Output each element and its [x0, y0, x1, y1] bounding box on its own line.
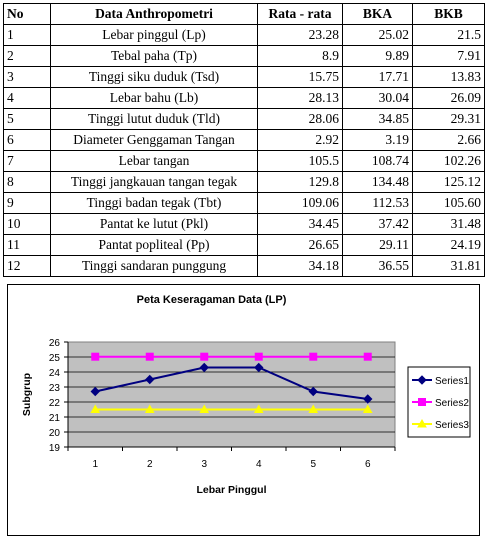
row-rata-rata: 34.45 [258, 214, 343, 235]
legend-label-series1: Series1 [435, 376, 469, 387]
row-bka: 112.53 [343, 193, 413, 214]
row-rata-rata: 105.5 [258, 151, 343, 172]
header-no: No [4, 4, 51, 25]
row-bka: 37.42 [343, 214, 413, 235]
row-bkb: 21.5 [413, 25, 485, 46]
y-tick-label: 26 [48, 338, 60, 349]
row-rata-rata: 28.13 [258, 88, 343, 109]
row-rata-rata: 8.9 [258, 46, 343, 67]
row-no: 9 [4, 193, 51, 214]
row-name: Tinggi sandaran punggung [51, 256, 258, 277]
row-bkb: 2.66 [413, 130, 485, 151]
row-bkb: 7.91 [413, 46, 485, 67]
table-row [4, 151, 485, 172]
row-bka: 17.71 [343, 67, 413, 88]
table-row [4, 67, 485, 88]
x-tick-label: 3 [201, 459, 208, 470]
row-rata-rata: 28.06 [258, 109, 343, 130]
row-bka: 134.48 [343, 172, 413, 193]
row-name: Lebar tangan [51, 151, 258, 172]
row-name: Tinggi siku duduk (Tsd) [51, 67, 258, 88]
row-rata-rata: 2.92 [258, 130, 343, 151]
row-name: Tinggi jangkauan tangan tegak [51, 172, 258, 193]
row-no: 6 [4, 130, 51, 151]
row-name: Pantat popliteal (Pp) [51, 235, 258, 256]
row-bkb: 102.26 [413, 151, 485, 172]
y-tick-label: 21 [48, 413, 60, 424]
table-row [4, 172, 485, 193]
data-point-series2 [255, 353, 262, 360]
row-rata-rata: 34.18 [258, 256, 343, 277]
row-no: 8 [4, 172, 51, 193]
row-name: Diameter Genggaman Tangan [51, 130, 258, 151]
row-bka: 108.74 [343, 151, 413, 172]
y-tick-label: 23 [48, 383, 60, 394]
x-axis-title: Lebar Pinggul [196, 484, 267, 496]
chart-canvas [8, 285, 479, 535]
row-rata-rata: 129.8 [258, 172, 343, 193]
plot-area [68, 342, 395, 447]
header-data-anthropometri: Data Anthropometri [51, 4, 258, 25]
row-no: 7 [4, 151, 51, 172]
row-bka: 34.85 [343, 109, 413, 130]
row-no: 11 [4, 235, 51, 256]
row-name: Lebar bahu (Lb) [51, 88, 258, 109]
x-tick-label: 5 [310, 459, 317, 470]
table-row [4, 193, 485, 214]
row-bka: 25.02 [343, 25, 413, 46]
row-bka: 3.19 [343, 130, 413, 151]
table-row [4, 88, 485, 109]
chart-title: Peta Keseragaman Data (LP) [136, 294, 287, 306]
row-no: 5 [4, 109, 51, 130]
legend-label-series2: Series2 [435, 398, 469, 409]
row-bkb: 24.19 [413, 235, 485, 256]
row-bkb: 31.48 [413, 214, 485, 235]
row-name: Lebar pinggul (Lp) [51, 25, 258, 46]
data-point-series2 [364, 353, 371, 360]
legend-label-series3: Series3 [435, 420, 469, 431]
row-bkb: 31.81 [413, 256, 485, 277]
y-tick-label: 20 [48, 428, 60, 439]
y-tick-label: 19 [48, 443, 60, 454]
row-name: Tebal paha (Tp) [51, 46, 258, 67]
table-row [4, 25, 485, 46]
x-tick-label: 1 [92, 459, 99, 470]
x-tick-label: 6 [364, 459, 371, 470]
legend-marker-series2 [419, 399, 426, 406]
anthropometric-data-table [3, 3, 485, 277]
uniformity-chart [7, 284, 480, 536]
y-tick-label: 24 [48, 368, 60, 379]
table-row [4, 214, 485, 235]
header-rata-rata: Rata - rata [258, 4, 343, 25]
row-bkb: 26.09 [413, 88, 485, 109]
table-row [4, 46, 485, 67]
row-bkb: 105.60 [413, 193, 485, 214]
row-rata-rata: 109.06 [258, 193, 343, 214]
data-point-series2 [201, 353, 208, 360]
row-name: Tinggi badan tegak (Tbt) [51, 193, 258, 214]
header-bka: BKA [343, 4, 413, 25]
row-name: Pantat ke lutut (Pkl) [51, 214, 258, 235]
row-no: 10 [4, 214, 51, 235]
table-header-row [4, 4, 485, 25]
y-tick-label: 25 [48, 353, 60, 364]
x-tick-label: 4 [255, 459, 262, 470]
row-no: 2 [4, 46, 51, 67]
row-rata-rata: 15.75 [258, 67, 343, 88]
data-point-series2 [92, 353, 99, 360]
row-rata-rata: 26.65 [258, 235, 343, 256]
table-row [4, 109, 485, 130]
data-point-series2 [146, 353, 153, 360]
row-bkb: 125.12 [413, 172, 485, 193]
table-row [4, 235, 485, 256]
x-tick-label: 2 [146, 459, 153, 470]
header-bkb: BKB [413, 4, 485, 25]
row-name: Tinggi lutut duduk (Tld) [51, 109, 258, 130]
row-bkb: 13.83 [413, 67, 485, 88]
data-point-series2 [310, 353, 317, 360]
row-no: 3 [4, 67, 51, 88]
row-bka: 29.11 [343, 235, 413, 256]
row-no: 12 [4, 256, 51, 277]
row-rata-rata: 23.28 [258, 25, 343, 46]
row-bka: 9.89 [343, 46, 413, 67]
table-row [4, 256, 485, 277]
y-tick-label: 22 [48, 398, 60, 409]
row-bka: 30.04 [343, 88, 413, 109]
y-axis-title: Subgrup [21, 372, 33, 417]
row-bkb: 29.31 [413, 109, 485, 130]
row-no: 1 [4, 25, 51, 46]
row-bka: 36.55 [343, 256, 413, 277]
table-row [4, 130, 485, 151]
row-no: 4 [4, 88, 51, 109]
